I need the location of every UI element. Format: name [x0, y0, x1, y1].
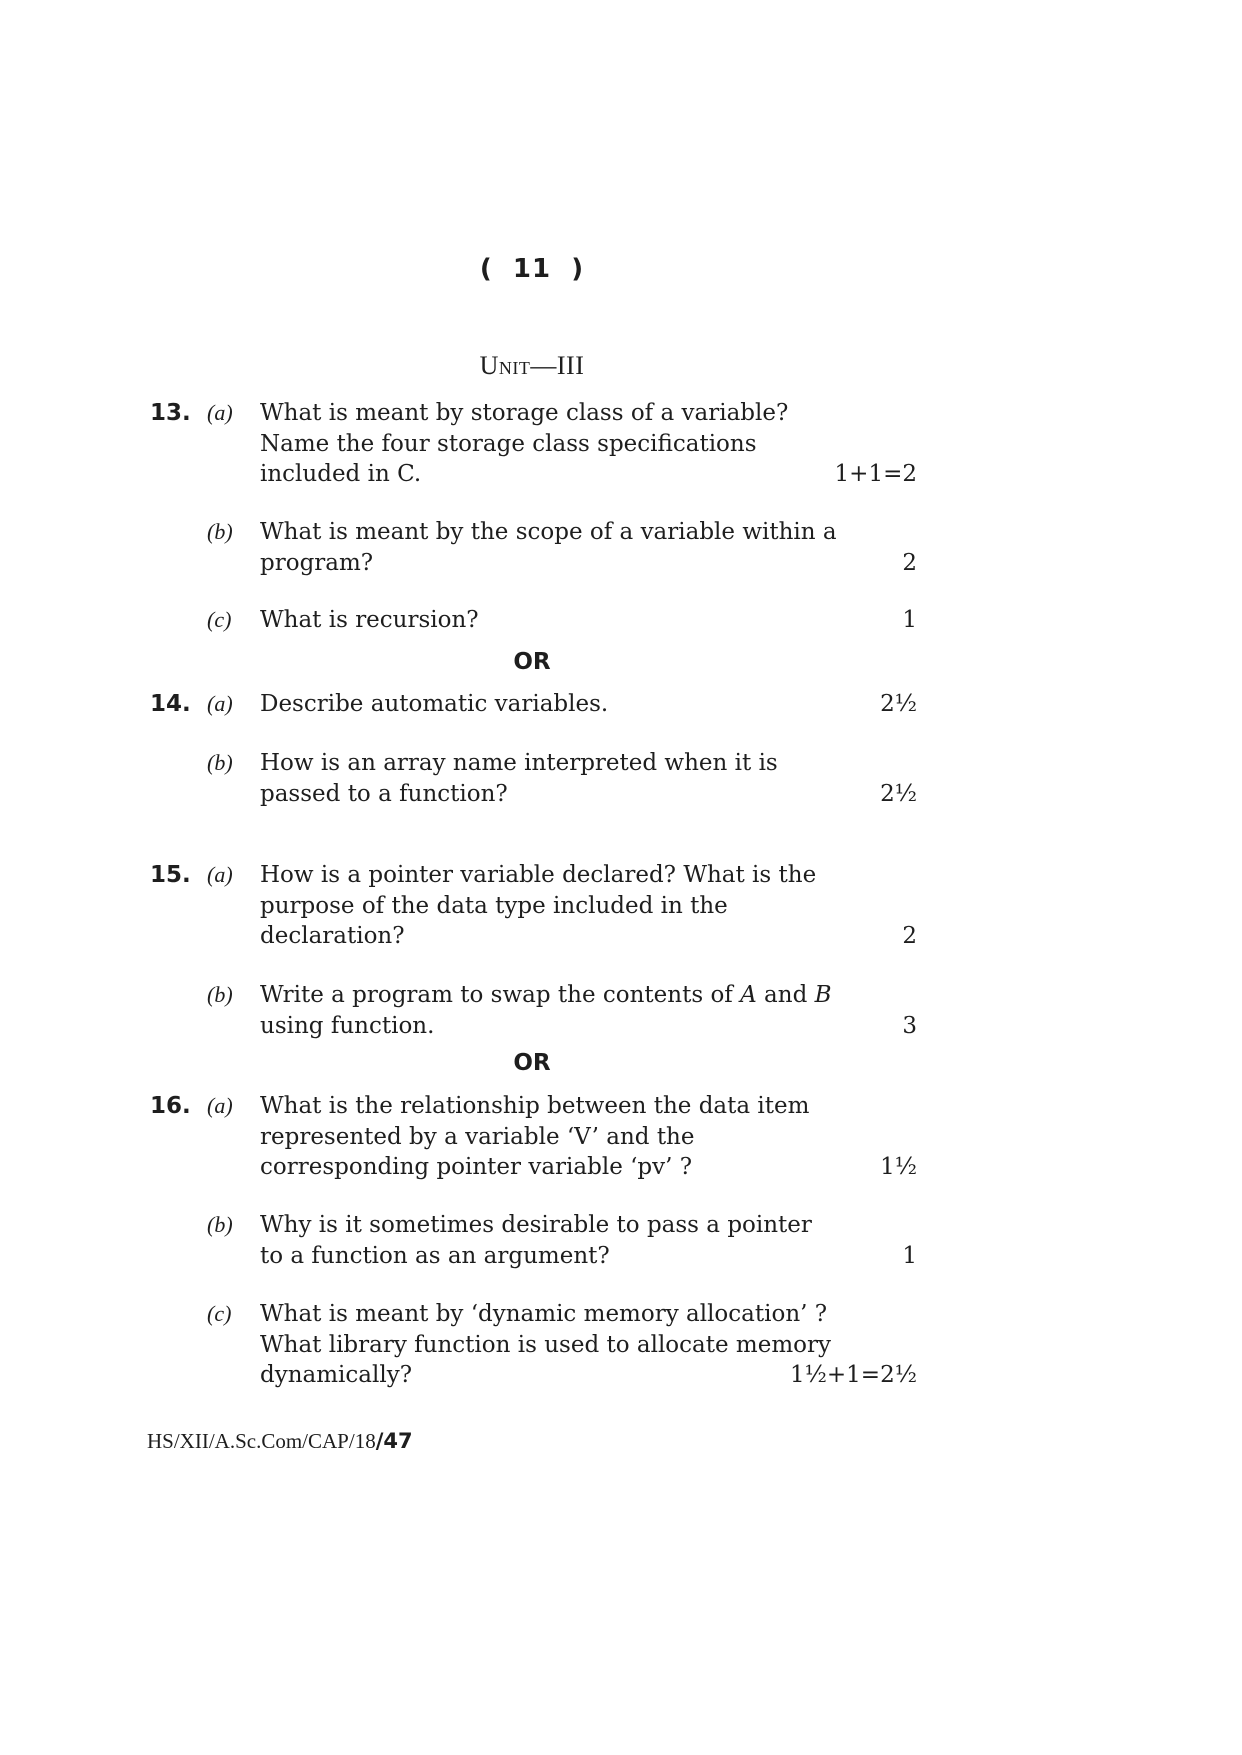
part-marks: 2½: [880, 691, 917, 717]
part-text-mid: and: [756, 982, 815, 1008]
part-marks: 1+1=2: [834, 461, 917, 487]
part-marks: 1: [902, 607, 917, 633]
variable-a: A: [740, 982, 757, 1008]
footer-page-suffix: /47: [375, 1429, 413, 1453]
part-text: What is meant by storage class of a variable? Name the four storage class specifications included in C.: [260, 400, 789, 487]
part-label: (c): [207, 607, 232, 632]
unit-heading-suffix: —III: [530, 351, 585, 380]
question-number: 15.: [150, 862, 191, 888]
part-text: What is meant by ‘dynamic memory allocation’ ? What library function is used to allocate memory dynamically?: [260, 1301, 831, 1388]
part-text: How is an array name interpreted when it is passed to a function?: [260, 750, 778, 807]
part-text: How is a pointer variable declared? What is the purpose of the data type included in the declaration?: [260, 862, 817, 949]
or-separator: OR: [513, 649, 551, 675]
part-label: (a): [207, 400, 233, 425]
part-marks: 1: [902, 1242, 917, 1269]
part-text: What is meant by the scope of a variable within a program?: [260, 519, 837, 576]
part-label: (a): [207, 691, 233, 716]
question-number: 14.: [150, 691, 191, 717]
part-marks: 1½+1=2½: [789, 1362, 917, 1388]
part-text: [260, 980, 858, 1041]
part-marks: 2: [902, 923, 917, 949]
footer-code-text: HS/XII/A.Sc.Com/CAP/18: [147, 1429, 376, 1453]
part-label: (b): [207, 1212, 233, 1237]
part-label: (c): [207, 1301, 232, 1326]
part-marks: 3: [902, 1012, 917, 1039]
part-text: What is the relationship between the data item represented by a variable ‘V’ and the corresponding pointer variable ‘pv’ ?: [260, 1093, 810, 1180]
unit-heading-prefix: Unit: [479, 351, 531, 380]
part-text-pre: Write a program to swap the contents of: [260, 982, 741, 1008]
part-text: Why is it sometimes desirable to pass a pointer to a function as an argument?: [260, 1212, 812, 1269]
or-separator: OR: [513, 1050, 551, 1076]
part-label: (a): [207, 862, 233, 887]
part-text: Describe automatic variables.: [260, 691, 609, 717]
page-number: ( 11 ): [479, 254, 585, 284]
part-label: (b): [207, 982, 233, 1007]
unit-heading: [0, 351, 1064, 381]
part-marks: 2½: [880, 780, 917, 807]
part-label: (b): [207, 750, 233, 775]
footer-code: [147, 1429, 413, 1454]
part-marks: 2: [902, 549, 917, 576]
page-number-value: 11: [512, 254, 552, 284]
question-number: 13.: [150, 400, 191, 426]
part-marks: 1½: [880, 1154, 917, 1180]
part-text-post: using function.: [260, 1012, 435, 1039]
question-number: 16.: [150, 1093, 191, 1119]
part-label: (a): [207, 1093, 233, 1118]
part-text: What is recursion?: [260, 607, 479, 633]
variable-b: B: [814, 982, 832, 1008]
part-label: (b): [207, 519, 233, 544]
